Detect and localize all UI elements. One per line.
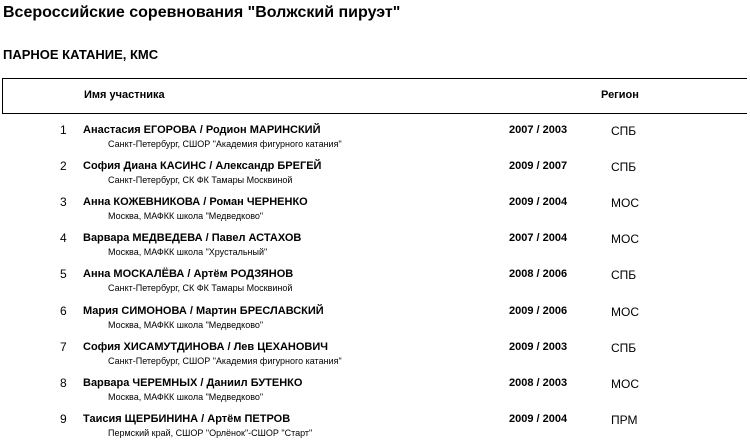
club: Санкт-Петербург, СШОР "Академия фигурного катания" bbox=[108, 355, 342, 366]
row-number: 3 bbox=[60, 195, 67, 210]
region: СПБ bbox=[611, 160, 637, 175]
club: Пермский край, СШОР "Орлёнок"-СШОР "Старт" bbox=[108, 427, 313, 438]
club: Санкт-Петербург, СК ФК Тамары Москвиной bbox=[108, 283, 293, 294]
club: Москва, МАФКК школа "Медведково" bbox=[108, 391, 264, 402]
column-region: Регион bbox=[601, 89, 639, 101]
pair-names: Анастасия ЕГОРОВА / Родион МАРИНСКИЙ bbox=[83, 124, 321, 136]
birth-years: 2009 / 2003 bbox=[509, 340, 568, 353]
row-number: 1 bbox=[60, 123, 67, 137]
table-row bbox=[0, 231, 750, 267]
row-number: 8 bbox=[60, 375, 67, 390]
club: Москва, МАФКК школа "Хрустальный" bbox=[108, 247, 268, 258]
region: ПРМ bbox=[611, 412, 638, 427]
pair-names: Варвара МЕДВЕДЕВА / Павел АСТАХОВ bbox=[83, 232, 302, 245]
region: СПБ bbox=[611, 124, 637, 138]
pair-names: Таисия ЩЕРБИНИНА / Артём ПЕТРОВ bbox=[83, 412, 291, 425]
pair-names: Анна КОЖЕВНИКОВА / Роман ЧЕРНЕНКО bbox=[83, 196, 308, 209]
club: Москва, МАФКК школа "Медведково" bbox=[108, 211, 264, 222]
category-heading: ПАРНОЕ КАТАНИЕ, КМС bbox=[3, 47, 159, 62]
pair-names: Анна МОСКАЛЁВА / Артём РОДЗЯНОВ bbox=[83, 268, 294, 281]
table-header bbox=[2, 78, 747, 114]
region: МОС bbox=[611, 196, 639, 211]
region: МОС bbox=[611, 232, 639, 247]
birth-years: 2008 / 2003 bbox=[509, 376, 568, 389]
page-title: Всероссийские соревнования "Волжский пируэт" bbox=[3, 4, 401, 21]
birth-years: 2009 / 2004 bbox=[509, 196, 568, 209]
row-number: 4 bbox=[60, 231, 67, 246]
table-row bbox=[0, 340, 750, 376]
region: СПБ bbox=[611, 268, 637, 283]
table-row bbox=[0, 412, 750, 448]
row-number: 5 bbox=[60, 267, 67, 282]
region: СПБ bbox=[611, 340, 637, 355]
birth-years: 2007 / 2004 bbox=[509, 232, 568, 245]
row-number: 6 bbox=[60, 303, 67, 318]
table-row bbox=[0, 123, 750, 159]
pair-names: Мария СИМОНОВА / Мартин БРЕСЛАВСКИЙ bbox=[83, 304, 324, 317]
table-row bbox=[0, 195, 750, 231]
table-row bbox=[0, 159, 750, 195]
row-number: 9 bbox=[60, 411, 67, 426]
table-row bbox=[0, 304, 750, 340]
table-row bbox=[0, 267, 750, 303]
birth-years: 2007 / 2003 bbox=[509, 124, 568, 136]
pair-names: София ХИСАМУТДИНОВА / Лев ЦЕХАНОВИЧ bbox=[83, 340, 328, 353]
pair-names: София Диана КАСИНС / Александр БРЕГЕЙ bbox=[83, 160, 322, 173]
birth-years: 2009 / 2004 bbox=[509, 412, 568, 425]
row-number: 2 bbox=[60, 159, 67, 174]
birth-years: 2009 / 2006 bbox=[509, 304, 568, 317]
club: Санкт-Петербург, СК ФК Тамары Москвиной bbox=[108, 175, 293, 186]
region: МОС bbox=[611, 304, 639, 319]
pair-names: Варвара ЧЕРЕМНЫХ / Даниил БУТЕНКО bbox=[83, 376, 303, 389]
club: Санкт-Петербург, СШОР "Академия фигурного катания" bbox=[108, 139, 342, 149]
row-number: 7 bbox=[60, 339, 67, 354]
club: Москва, МАФКК школа "Медведково" bbox=[108, 319, 264, 330]
region: МОС bbox=[611, 376, 639, 391]
column-name: Имя участника bbox=[84, 89, 165, 101]
birth-years: 2008 / 2006 bbox=[509, 268, 568, 281]
table-row bbox=[0, 376, 750, 412]
birth-years: 2009 / 2007 bbox=[509, 160, 568, 173]
